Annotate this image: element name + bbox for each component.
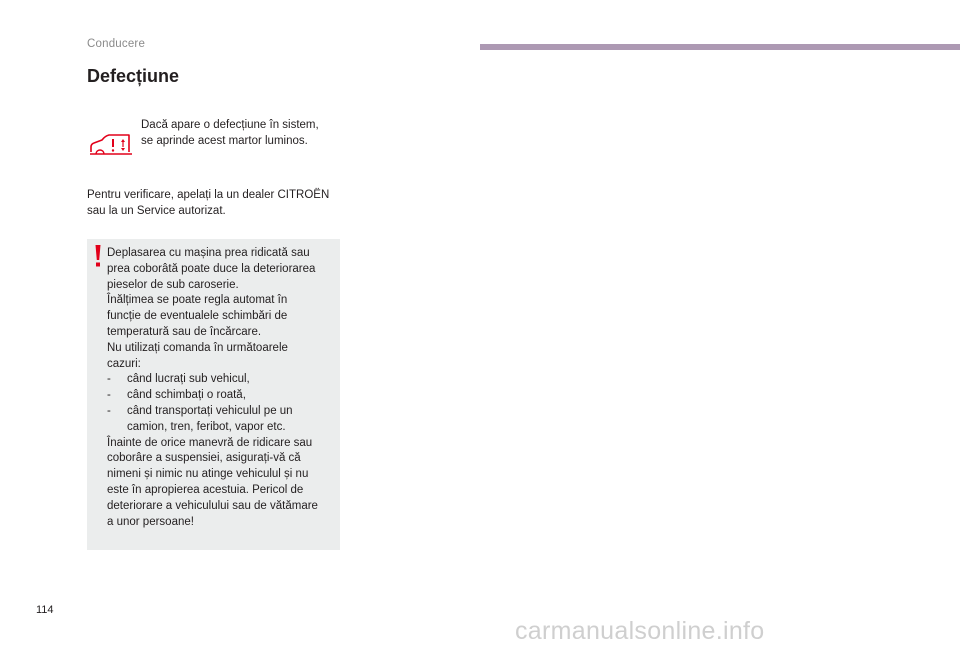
list-item-text: când schimbați o roată, bbox=[127, 389, 246, 402]
text-line: este în apropierea acestuia. Pericol de bbox=[107, 483, 304, 496]
text-line: pieselor de sub caroserie. bbox=[107, 278, 239, 291]
text-line: sau la un Service autorizat. bbox=[87, 205, 226, 217]
text-line: Înălțimea se poate regla automat în bbox=[107, 294, 288, 307]
bullet-dash: - bbox=[107, 373, 111, 386]
page-number: 114 bbox=[36, 604, 54, 616]
text-line: se aprinde acest martor luminos. bbox=[141, 135, 308, 147]
text-line: Nu utilizați comanda în următoarele bbox=[107, 341, 288, 354]
text-line: Pentru verificare, apelați la un dealer CITROËN bbox=[87, 189, 330, 201]
bullet-dash: - bbox=[107, 404, 111, 417]
warning-text bbox=[107, 246, 339, 530]
text-line: deteriorare a vehiculului sau de vătămare bbox=[107, 499, 318, 512]
list-item-text: când lucrați sub vehicul, bbox=[127, 373, 250, 386]
list-item bbox=[107, 404, 339, 420]
suspension-fault-warning-light-icon bbox=[89, 130, 133, 160]
warning-light-description bbox=[141, 117, 351, 149]
text-line: prea coborâtă poate duce la deteriorarea bbox=[107, 262, 316, 275]
list-item bbox=[107, 372, 339, 388]
text-line: funcție de eventualele schimbări de bbox=[107, 310, 288, 323]
page-title: Defecțiune bbox=[87, 66, 180, 86]
list-item-continuation: camion, tren, feribot, vapor etc. bbox=[127, 420, 286, 433]
text-line: temperatură sau de încărcare. bbox=[107, 325, 262, 338]
text-line: Deplasarea cu mașina prea ridicată sau bbox=[107, 247, 310, 259]
section-label: Conducere bbox=[87, 38, 146, 50]
text-line: Dacă apare o defecțiune în sistem, bbox=[141, 119, 319, 131]
header-bar bbox=[480, 44, 960, 50]
watermark: carmanualsonline.info bbox=[515, 617, 765, 645]
text-line: cazuri: bbox=[107, 357, 141, 370]
list-item bbox=[107, 388, 339, 404]
bullet-dash: - bbox=[107, 389, 111, 402]
text-line: Înainte de orice manevră de ridicare sau bbox=[107, 436, 313, 449]
text-line: nimeni și nimic nu atinge vehiculul și nu bbox=[107, 468, 309, 481]
exclamation-icon bbox=[92, 244, 104, 268]
text-line: coborâre a suspensiei, asigurați-vă că bbox=[107, 452, 301, 465]
text-line: a unor persoane! bbox=[107, 515, 194, 528]
verification-paragraph bbox=[87, 187, 357, 219]
list-item-text: când transportați vehiculul pe un bbox=[127, 404, 293, 417]
